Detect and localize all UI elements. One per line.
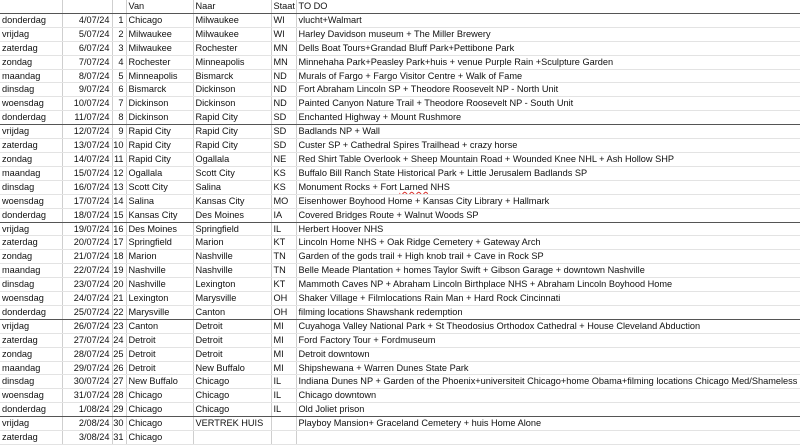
date-cell[interactable]: 20/07/24 [62,236,112,250]
from-cell[interactable]: Minneapolis [126,69,193,83]
from-cell[interactable]: Salina [126,194,193,208]
day-number-cell[interactable]: 29 [112,403,126,417]
todo-cell[interactable]: Fort Abraham Lincoln SP + Theodore Roosevelt NP - North Unit [296,83,800,97]
from-cell[interactable]: Chicago [126,403,193,417]
table-row [0,180,800,194]
date-cell[interactable]: 25/07/24 [62,305,112,319]
header-todo-cell[interactable]: TO DO [296,0,800,13]
from-cell[interactable]: Dickinson [126,97,193,111]
day-cell[interactable]: zondag [0,250,62,264]
todo-cell[interactable]: Ford Factory Tour + Fordmuseum [296,333,800,347]
table-row [0,152,800,166]
date-cell[interactable]: 24/07/24 [62,292,112,306]
day-cell[interactable]: dinsdag [0,83,62,97]
date-cell[interactable]: 4/07/24 [62,13,112,27]
todo-cell[interactable]: Old Joliet prison [296,403,800,417]
state-cell[interactable]: OH [271,292,296,306]
state-cell[interactable]: MI [271,347,296,361]
state-cell[interactable]: ND [271,69,296,83]
from-cell[interactable]: Nashville [126,278,193,292]
table-row [0,41,800,55]
to-cell[interactable]: Chicago [193,403,271,417]
to-cell[interactable]: Nashville [193,250,271,264]
state-cell[interactable]: IL [271,375,296,389]
state-cell[interactable]: IL [271,389,296,403]
from-cell[interactable]: Nashville [126,264,193,278]
header-from-cell[interactable]: Van [126,0,193,13]
table-row [0,27,800,41]
day-number-cell[interactable]: 12 [112,166,126,180]
from-cell[interactable]: Milwaukee [126,27,193,41]
todo-cell[interactable]: Badlands NP + Wall [296,125,800,139]
state-cell[interactable]: MI [271,319,296,333]
to-cell[interactable]: Ogallala [193,152,271,166]
to-cell[interactable]: Chicago [193,375,271,389]
todo-cell[interactable]: Red Shirt Table Overlook + Sheep Mountain Road + Wounded Knee NHL + Ash Hollow SHP [296,152,800,166]
state-cell[interactable]: WI [271,13,296,27]
table-row [0,69,800,83]
to-cell[interactable]: VERTREK HUIS [193,417,271,431]
header-date-cell[interactable] [62,0,112,13]
day-number-cell[interactable]: 26 [112,361,126,375]
todo-cell[interactable]: Belle Meade Plantation + homes Taylor Swift + Gibson Garage + downtown Nashville [296,264,800,278]
state-cell[interactable]: KS [271,180,296,194]
table-row [0,361,800,375]
to-cell[interactable]: Rochester [193,41,271,55]
date-cell[interactable]: 22/07/24 [62,264,112,278]
day-cell[interactable]: maandag [0,264,62,278]
todo-cell[interactable]: Custer SP + Cathedral Spires Trailhead + crazy horse [296,139,800,153]
date-cell[interactable]: 19/07/24 [62,222,112,236]
day-cell[interactable]: zondag [0,55,62,69]
date-cell[interactable]: 2/08/24 [62,417,112,431]
from-cell[interactable]: Dickinson [126,111,193,125]
to-cell[interactable]: Marysville [193,292,271,306]
todo-cell[interactable]: Eisenhower Boyhood Home + Kansas City Library + Hallmark [296,194,800,208]
to-cell[interactable]: Minneapolis [193,55,271,69]
day-number-cell[interactable]: 3 [112,41,126,55]
to-cell[interactable]: Marion [193,236,271,250]
from-cell[interactable]: Kansas City [126,208,193,222]
todo-cell[interactable]: Garden of the gods trail + High knob trail + Cave in Rock SP [296,250,800,264]
day-cell[interactable]: dinsdag [0,375,62,389]
to-cell[interactable]: Salina [193,180,271,194]
day-number-cell[interactable]: 14 [112,194,126,208]
todo-cell[interactable]: Herbert Hoover NHS [296,222,800,236]
to-cell[interactable]: Bismarck [193,69,271,83]
todo-cell[interactable] [296,180,800,194]
day-number-cell[interactable]: 8 [112,111,126,125]
day-number-cell[interactable]: 17 [112,236,126,250]
table-row [0,13,800,27]
day-cell[interactable]: donderdag [0,111,62,125]
from-cell[interactable]: Rapid City [126,139,193,153]
from-cell[interactable]: Marion [126,250,193,264]
to-cell[interactable] [193,431,271,445]
to-cell[interactable]: Des Moines [193,208,271,222]
day-number-cell[interactable]: 18 [112,250,126,264]
day-cell[interactable]: zaterdag [0,236,62,250]
day-cell[interactable]: zaterdag [0,333,62,347]
to-cell[interactable]: Canton [193,305,271,319]
state-cell[interactable]: IL [271,222,296,236]
day-number-cell[interactable]: 6 [112,83,126,97]
day-cell[interactable]: woensdag [0,97,62,111]
day-cell[interactable]: woensdag [0,194,62,208]
date-cell[interactable]: 15/07/24 [62,166,112,180]
todo-cell[interactable]: Harley Davidson museum + The Miller Brewery [296,27,800,41]
day-cell[interactable]: zaterdag [0,41,62,55]
state-cell[interactable]: MN [271,41,296,55]
to-cell[interactable]: Milwaukee [193,13,271,27]
todo-cell[interactable]: Cuyahoga Valley National Park + St Theodosius Orthodox Cathedral + House Cleveland Abduction [296,319,800,333]
state-cell[interactable]: KT [271,278,296,292]
state-cell[interactable]: SD [271,139,296,153]
to-cell[interactable]: Rapid City [193,125,271,139]
to-cell[interactable]: Rapid City [193,139,271,153]
state-cell[interactable]: TN [271,250,296,264]
todo-cell[interactable]: Enchanted Highway + Mount Rushmore [296,111,800,125]
day-cell[interactable]: vrijdag [0,27,62,41]
todo-cell[interactable]: Minnehaha Park+Peasley Park+huis + venue Purple Rain +Sculpture Garden [296,55,800,69]
day-number-cell[interactable]: 25 [112,347,126,361]
from-cell[interactable]: Detroit [126,361,193,375]
state-cell[interactable]: IL [271,403,296,417]
to-cell[interactable]: Dickinson [193,97,271,111]
day-number-cell[interactable]: 11 [112,152,126,166]
date-cell[interactable]: 18/07/24 [62,208,112,222]
day-number-cell[interactable]: 23 [112,319,126,333]
table-row [0,166,800,180]
day-number-cell[interactable]: 7 [112,97,126,111]
date-cell[interactable]: 28/07/24 [62,347,112,361]
from-cell[interactable]: Detroit [126,333,193,347]
from-cell[interactable]: Rapid City [126,125,193,139]
day-number-cell[interactable]: 20 [112,278,126,292]
day-number-cell[interactable]: 31 [112,431,126,445]
day-number-cell[interactable]: 13 [112,180,126,194]
table-row [0,208,800,222]
table-row [0,194,800,208]
day-number-cell[interactable]: 24 [112,333,126,347]
todo-cell[interactable]: Dells Boat Tours+Grandad Bluff Park+Pettibone Park [296,41,800,55]
date-cell[interactable]: 12/07/24 [62,125,112,139]
state-cell[interactable]: ND [271,83,296,97]
to-cell[interactable]: Springfield [193,222,271,236]
table-row [0,375,800,389]
header-day-cell[interactable] [0,0,62,13]
state-cell[interactable]: WI [271,27,296,41]
day-number-cell[interactable]: 1 [112,13,126,27]
from-cell[interactable]: Chicago [126,431,193,445]
to-cell[interactable]: Dickinson [193,83,271,97]
from-cell[interactable]: New Buffalo [126,375,193,389]
date-cell[interactable]: 31/07/24 [62,389,112,403]
day-cell[interactable]: maandag [0,69,62,83]
to-cell[interactable]: Detroit [193,333,271,347]
header-row [0,0,800,13]
day-cell[interactable]: dinsdag [0,180,62,194]
table-row [0,250,800,264]
todo-text-after: NHS [427,181,450,192]
table-row [0,264,800,278]
day-number-cell[interactable]: 9 [112,125,126,139]
state-cell[interactable]: NE [271,152,296,166]
state-cell[interactable]: SD [271,111,296,125]
day-number-cell[interactable]: 30 [112,417,126,431]
day-cell[interactable]: vrijdag [0,125,62,139]
from-cell[interactable]: Des Moines [126,222,193,236]
spellcheck-flagged-word: Larned [399,181,428,192]
day-cell[interactable]: zaterdag [0,139,62,153]
day-number-cell[interactable]: 2 [112,27,126,41]
date-cell[interactable]: 6/07/24 [62,41,112,55]
header-to-cell[interactable]: Naar [193,0,271,13]
from-cell[interactable]: Detroit [126,347,193,361]
from-cell[interactable]: Bismarck [126,83,193,97]
from-cell[interactable]: Milwaukee [126,41,193,55]
to-cell[interactable]: Lexington [193,278,271,292]
to-cell[interactable]: Detroit [193,347,271,361]
todo-cell[interactable]: Lincoln Home NHS + Oak Ridge Cemetery + Gateway Arch [296,236,800,250]
date-cell[interactable]: 1/08/24 [62,403,112,417]
date-cell[interactable]: 21/07/24 [62,250,112,264]
day-cell[interactable]: vrijdag [0,417,62,431]
todo-cell[interactable]: Shipshewana + Warren Dunes State Park [296,361,800,375]
state-cell[interactable] [271,431,296,445]
to-cell[interactable]: Scott City [193,166,271,180]
table-row [0,125,800,139]
from-cell[interactable]: Canton [126,319,193,333]
date-cell[interactable]: 9/07/24 [62,83,112,97]
todo-cell[interactable]: Covered Bridges Route + Walnut Woods SP [296,208,800,222]
todo-cell[interactable]: filming locations Shawshank redemption [296,305,800,319]
day-cell[interactable]: donderdag [0,403,62,417]
day-number-cell[interactable]: 15 [112,208,126,222]
state-cell[interactable]: MN [271,55,296,69]
day-number-cell[interactable]: 10 [112,139,126,153]
state-cell[interactable]: TN [271,264,296,278]
todo-cell[interactable]: Mammoth Caves NP + Abraham Lincoln Birthplace NHS + Abraham Lincoln Boyhood Home [296,278,800,292]
date-cell[interactable]: 30/07/24 [62,375,112,389]
day-cell[interactable]: maandag [0,361,62,375]
day-cell[interactable]: zondag [0,347,62,361]
from-cell[interactable]: Lexington [126,292,193,306]
table-row [0,305,800,319]
day-cell[interactable]: vrijdag [0,222,62,236]
table-row [0,55,800,69]
date-cell[interactable]: 3/08/24 [62,431,112,445]
day-cell[interactable]: maandag [0,166,62,180]
date-cell[interactable]: 26/07/24 [62,319,112,333]
date-cell[interactable]: 17/07/24 [62,194,112,208]
day-number-cell[interactable]: 19 [112,264,126,278]
table-row [0,222,800,236]
day-number-cell[interactable]: 5 [112,69,126,83]
state-cell[interactable]: OH [271,305,296,319]
date-cell[interactable]: 8/07/24 [62,69,112,83]
state-cell[interactable]: ND [271,97,296,111]
todo-cell[interactable]: Detroit downtown [296,347,800,361]
todo-cell[interactable]: Indiana Dunes NP + Garden of the Phoenix+universiteit Chicago+home Obama+filming locations Chicago Med/Shameless [296,375,800,389]
header-state-cell[interactable]: Staat [271,0,296,13]
date-cell[interactable]: 10/07/24 [62,97,112,111]
from-cell[interactable]: Rapid City [126,152,193,166]
from-cell[interactable]: Rochester [126,55,193,69]
day-cell[interactable]: dinsdag [0,278,62,292]
day-cell[interactable]: zaterdag [0,431,62,445]
todo-cell[interactable]: Buffalo Bill Ranch State Historical Park + Little Jerusalem Badlands SP [296,166,800,180]
day-cell[interactable]: woensdag [0,292,62,306]
state-cell[interactable]: KS [271,166,296,180]
from-cell[interactable]: Springfield [126,236,193,250]
day-number-cell[interactable]: 4 [112,55,126,69]
state-cell[interactable]: IA [271,208,296,222]
table-row [0,97,800,111]
todo-cell[interactable]: Playboy Mansion+ Graceland Cemetery + huis Home Alone [296,417,800,431]
to-cell[interactable]: New Buffalo [193,361,271,375]
state-cell[interactable]: MI [271,361,296,375]
day-number-cell[interactable]: 21 [112,292,126,306]
state-cell[interactable]: KT [271,236,296,250]
to-cell[interactable]: Rapid City [193,111,271,125]
from-cell[interactable]: Chicago [126,13,193,27]
day-number-cell[interactable]: 28 [112,389,126,403]
day-cell[interactable]: zondag [0,152,62,166]
to-cell[interactable]: Chicago [193,389,271,403]
date-cell[interactable]: 29/07/24 [62,361,112,375]
todo-text-before: Monument Rocks + Fort [298,181,400,192]
todo-cell[interactable]: vlucht+Walmart [296,13,800,27]
table-row [0,389,800,403]
to-cell[interactable]: Milwaukee [193,27,271,41]
date-cell[interactable]: 11/07/24 [62,111,112,125]
day-number-cell[interactable]: 27 [112,375,126,389]
state-cell[interactable] [271,417,296,431]
todo-cell[interactable]: Painted Canyon Nature Trail + Theodore Roosevelt NP - South Unit [296,97,800,111]
from-cell[interactable]: Marysville [126,305,193,319]
from-cell[interactable]: Chicago [126,389,193,403]
to-cell[interactable]: Kansas City [193,194,271,208]
todo-cell[interactable]: Shaker Village + Filmlocations Rain Man + Hard Rock Cincinnati [296,292,800,306]
todo-cell[interactable] [296,431,800,445]
table-row [0,333,800,347]
table-row [0,417,800,431]
table-row [0,278,800,292]
table-row [0,431,800,445]
date-cell[interactable]: 23/07/24 [62,278,112,292]
date-cell[interactable]: 5/07/24 [62,27,112,41]
day-number-cell[interactable]: 22 [112,305,126,319]
table-row [0,139,800,153]
from-cell[interactable]: Scott City [126,180,193,194]
day-cell[interactable]: vrijdag [0,319,62,333]
date-cell[interactable]: 27/07/24 [62,333,112,347]
day-cell[interactable]: donderdag [0,208,62,222]
day-cell[interactable]: woensdag [0,389,62,403]
to-cell[interactable]: Detroit [193,319,271,333]
day-cell[interactable]: donderdag [0,13,62,27]
date-cell[interactable]: 7/07/24 [62,55,112,69]
state-cell[interactable]: SD [271,125,296,139]
from-cell[interactable]: Ogallala [126,166,193,180]
todo-cell[interactable]: Chicago downtown [296,389,800,403]
from-cell[interactable]: Chicago [126,417,193,431]
state-cell[interactable]: MO [271,194,296,208]
date-cell[interactable]: 14/07/24 [62,152,112,166]
date-cell[interactable]: 13/07/24 [62,139,112,153]
table-row [0,236,800,250]
table-row [0,83,800,97]
table-row [0,403,800,417]
state-cell[interactable]: MI [271,333,296,347]
day-cell[interactable]: donderdag [0,305,62,319]
table-row [0,111,800,125]
day-number-cell[interactable]: 16 [112,222,126,236]
table-row [0,292,800,306]
to-cell[interactable]: Nashville [193,264,271,278]
date-cell[interactable]: 16/07/24 [62,180,112,194]
todo-cell[interactable]: Murals of Fargo + Fargo Visitor Centre + Walk of Fame [296,69,800,83]
table-row [0,319,800,333]
header-num-cell[interactable] [112,0,126,13]
table-row [0,347,800,361]
